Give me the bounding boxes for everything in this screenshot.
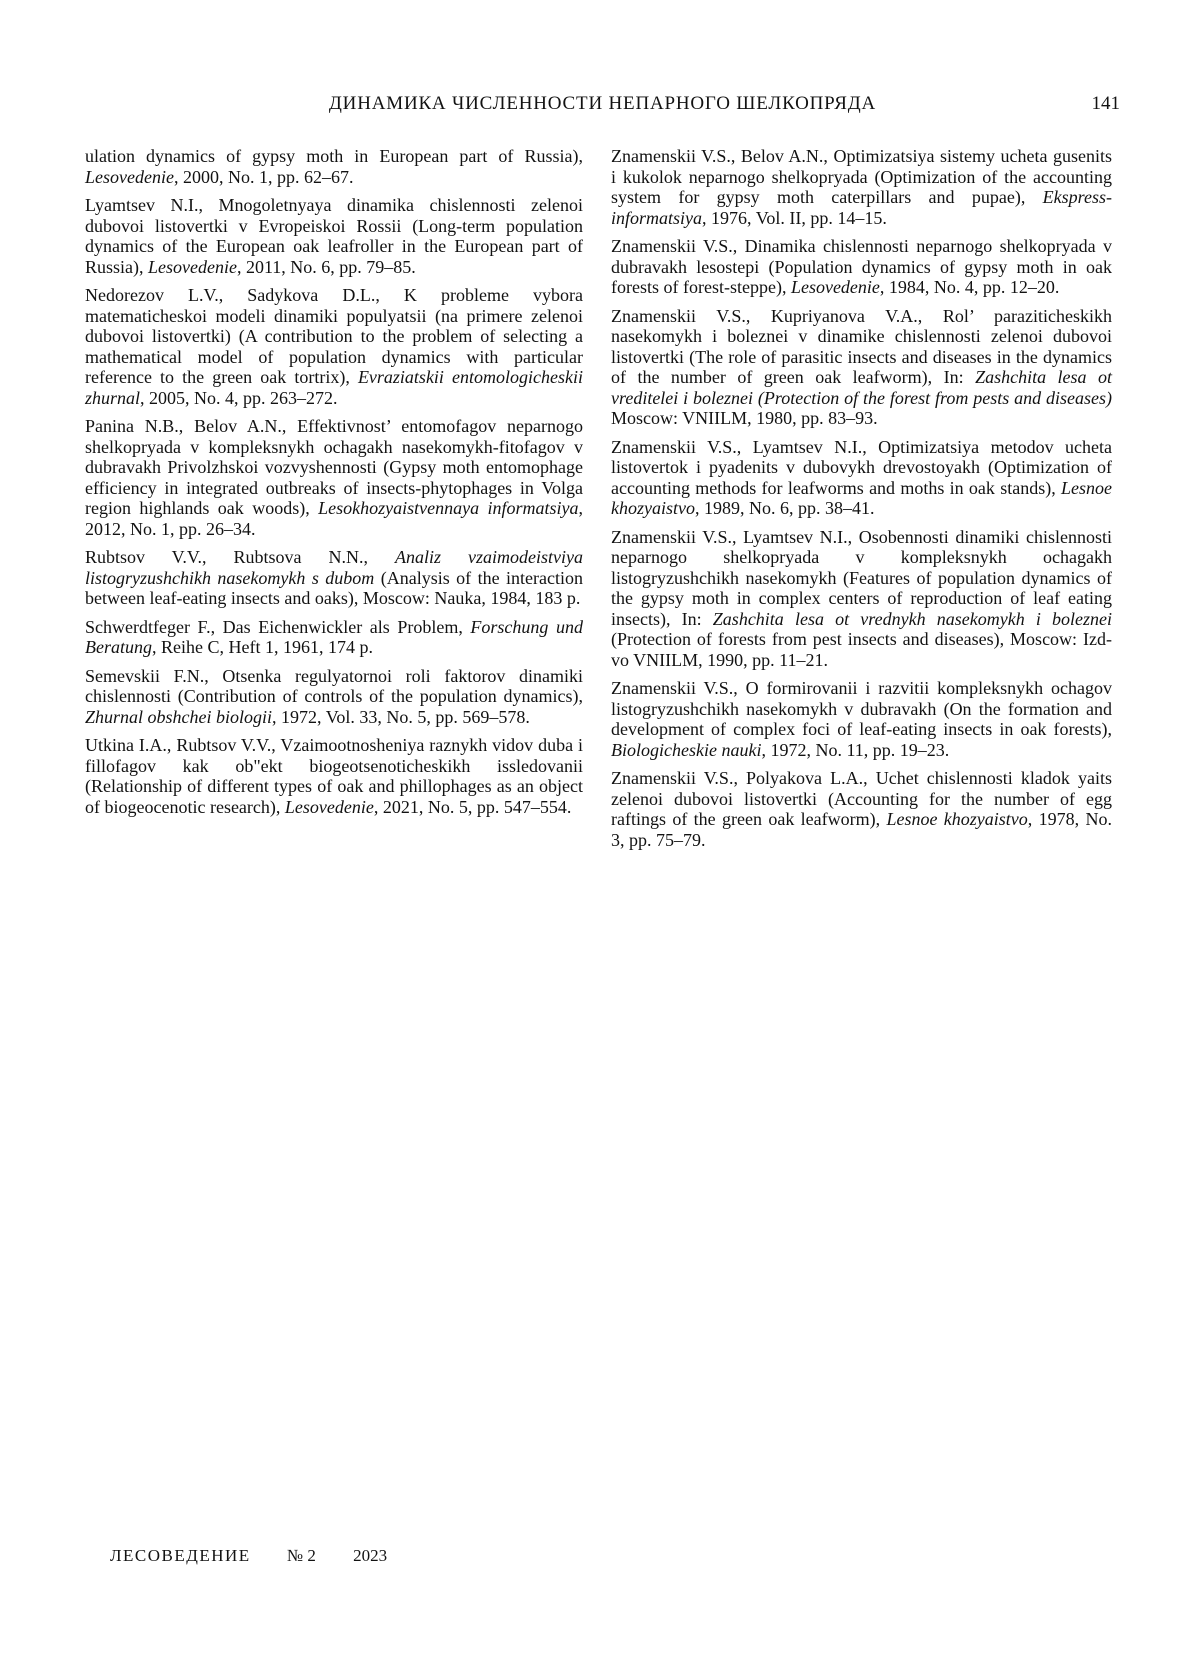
reference-source-italic: Lesovedenie <box>790 277 880 297</box>
reference-text: Schwerdtfeger F., Das Eichenwickler als Problem, <box>85 616 471 637</box>
reference-source-italic: Lesnoe khozyaistvo <box>611 477 1112 518</box>
reference-text: Znamenskii V.S., Kupriyanova V.A., Rol’ paraziticheskikh nasekomykh i boleznei v dinamike chislennosti zelenoi dubovoi listovertki (The role of parasitic insects and diseases in the dynamics of the number of green oak leafworm), In: <box>611 305 1112 387</box>
reference-source-italic: Lesovedenie <box>284 796 374 817</box>
reference-text: Znamenskii V.S., Lyamtsev N.I., Optimizatsiya metodov ucheta listovertok i pyadenits v dubovykh drevostoyakh (Optimization of accounting methods for leafworms and moths in oak stands), <box>611 436 1112 498</box>
page-number: 141 <box>1091 93 1120 114</box>
reference-text: , 1978, No. 3, pp. 75–79. <box>611 809 1112 850</box>
reference-text: Znamenskii V.S., Polyakova L.A., Uchet chislennosti kladok yaits zelenoi dubovoi listovertki (Accounting for the number of egg raftings of the green oak leafworm), <box>611 768 1112 829</box>
reference-text: Moscow: VNIILM, 1980, pp. 83–93. <box>611 408 878 428</box>
references-column-left <box>85 146 583 850</box>
reference-entry <box>85 617 583 658</box>
reference-source-italic: Forschung und Beratung <box>85 616 583 657</box>
running-title: ДИНАМИКА ЧИСЛЕННОСТИ НЕПАРНОГО ШЕЛКОПРЯДА <box>328 93 877 114</box>
reference-text: , 1989, No. 6, pp. 38–41. <box>694 498 875 518</box>
reference-source-italic: Evraziatskii entomologicheskii zhurnal <box>85 367 583 408</box>
reference-entry <box>611 768 1112 850</box>
reference-text: Utkina I.A., Rubtsov V.V., Vzaimootnosheniya raznykh vidov duba i fillofagov kak ob"ekt biogeotsenoticheskikh issledovanii (Relationship of different types of oak and phillophages as an object of biogeocenotic research), <box>85 735 583 817</box>
reference-text: Panina N.B., Belov A.N., Effektivnost’ entomofagov neparnogo shelkopryada v kompleksnykh ochagakh nasekomykh-fitofagov v dubravakh Privolzhskoi vozvyshennosti (Gypsy moth entomophage efficiency in integrated outbreaks of insects-phytophages in Volga region highlands oak woods), <box>85 416 583 518</box>
reference-source-italic: Ekspress-informatsiya <box>611 187 1112 228</box>
reference-entry <box>611 437 1112 519</box>
reference-text: , 1976, Vol. II, pp. 14–15. <box>702 207 887 228</box>
reference-text: , 2012, No. 1, pp. 26–34. <box>85 498 584 539</box>
reference-source-italic: Lesovedenie <box>148 256 237 277</box>
reference-text: (Analysis of the interaction between leaf-eating insects and oaks), Moscow: Nauka, 1984, 183 p. <box>85 567 583 608</box>
reference-text: ulation dynamics of gypsy moth in European part of Russia), <box>85 146 583 166</box>
reference-text: , 2005, No. 4, pp. 263–272. <box>140 387 338 408</box>
reference-entry <box>85 735 583 817</box>
reference-entry <box>85 146 583 187</box>
page-footer <box>110 1546 387 1566</box>
reference-text: Znamenskii V.S., O formirovanii i razvitii kompleksnykh ochagov listogryzushchikh nasekomykh v dubravakh (On the formation and development of complex foci of leaf-eating insects in oak forests), <box>611 678 1112 739</box>
reference-entry <box>85 547 583 609</box>
reference-entry <box>611 678 1112 760</box>
reference-text: Semevskii F.N., Otsenka regulyatornoi roli faktorov dinamiki chislennosti (Contribution of controls of the population dynamics), <box>85 665 583 706</box>
reference-text: Nedorezov L.V., Sadykova D.L., K probleme vybora matematicheskoi modeli dinamiki populyatsii (na primere zelenoi dubovoi listovertki) (A contribution to the problem of selecting a mathematical model of population dynamics with particular reference to the green oak tortrix), <box>85 285 583 387</box>
reference-source-italic: Biologicheskie nauki <box>611 739 762 760</box>
reference-text: Znamenskii V.S., Lyamtsev N.I., Osobennosti dinamiki chislennosti neparnogo shelkopryada v kompleksnykh ochagakh listogryzushchikh nasekomykh (Features of population dynamics of the gypsy moth in complex centers of reproduction of leaf eating insects), In: <box>611 526 1112 629</box>
reference-entry <box>85 416 583 539</box>
reference-text: , Reihe C, Heft 1, 1961, 174 p. <box>152 637 373 657</box>
journal-name: ЛЕСОВЕДЕНИЕ <box>110 1546 251 1565</box>
reference-entry <box>85 195 583 277</box>
reference-text: Rubtsov V.V., Rubtsova N.N., <box>85 547 396 567</box>
reference-text: (Protection of forests from pest insects and diseases), Moscow: Izd-vo VNIILM, 1990, pp. 11–21. <box>611 629 1112 670</box>
references-column-right <box>611 146 1112 850</box>
reference-source-italic: Zashchita lesa ot vreditelei i boleznei (Protection of the forest from pests and diseases) <box>611 367 1112 408</box>
reference-text: Znamenskii V.S., Belov A.N., Optimizatsiya sistemy ucheta gusenits i kukolok neparnogo shelkopryada (Optimization of the accounting system for gypsy moth caterpillars and pupae), <box>611 146 1112 207</box>
page-header <box>85 93 1120 117</box>
reference-entry <box>85 285 583 408</box>
publication-year: 2023 <box>353 1546 388 1565</box>
reference-entry <box>611 306 1112 429</box>
reference-source-italic: Lesnoe khozyaistvo <box>886 809 1028 829</box>
reference-source-italic: Analiz vzaimodeistviya listogryzushchikh nasekomykh s dubom <box>85 547 583 588</box>
reference-text: , 1984, No. 4, pp. 12–20. <box>879 277 1060 297</box>
reference-entry <box>611 236 1112 298</box>
reference-text: , 1972, Vol. 33, No. 5, pp. 569–578. <box>272 706 530 727</box>
reference-source-italic: Lesovedenie <box>85 166 174 187</box>
reference-entry <box>611 527 1112 671</box>
issue-number: № 2 <box>286 1546 316 1565</box>
references-section <box>85 146 1112 850</box>
reference-text: , 2011, No. 6, pp. 79–85. <box>236 256 416 277</box>
reference-text: , 2000, No. 1, pp. 62–67. <box>173 166 354 187</box>
reference-entry <box>611 146 1112 228</box>
reference-text: , 1972, No. 11, pp. 19–23. <box>761 739 950 760</box>
reference-source-italic: Zashchita lesa ot vrednykh nasekomykh i boleznei <box>712 608 1112 629</box>
reference-source-italic: Zhurnal obshchei biologii <box>85 706 273 727</box>
reference-text: Znamenskii V.S., Dinamika chislennosti neparnogo shelkopryada v dubravakh lesostepi (Population dynamics of gypsy moth in oak forests of forest-steppe), <box>611 236 1112 297</box>
reference-text: , 2021, No. 5, pp. 547–554. <box>373 796 572 817</box>
reference-entry <box>85 666 583 728</box>
reference-source-italic: Lesokhozyaistvennaya informatsiya <box>318 498 579 518</box>
reference-text: Lyamtsev N.I., Mnogoletnyaya dinamika chislennosti zelenoi dubovoi listovertki v Evropeiskoi Rossii (Long-term population dynamics of the European oak leafroller in the European part of Russia), <box>85 195 583 277</box>
